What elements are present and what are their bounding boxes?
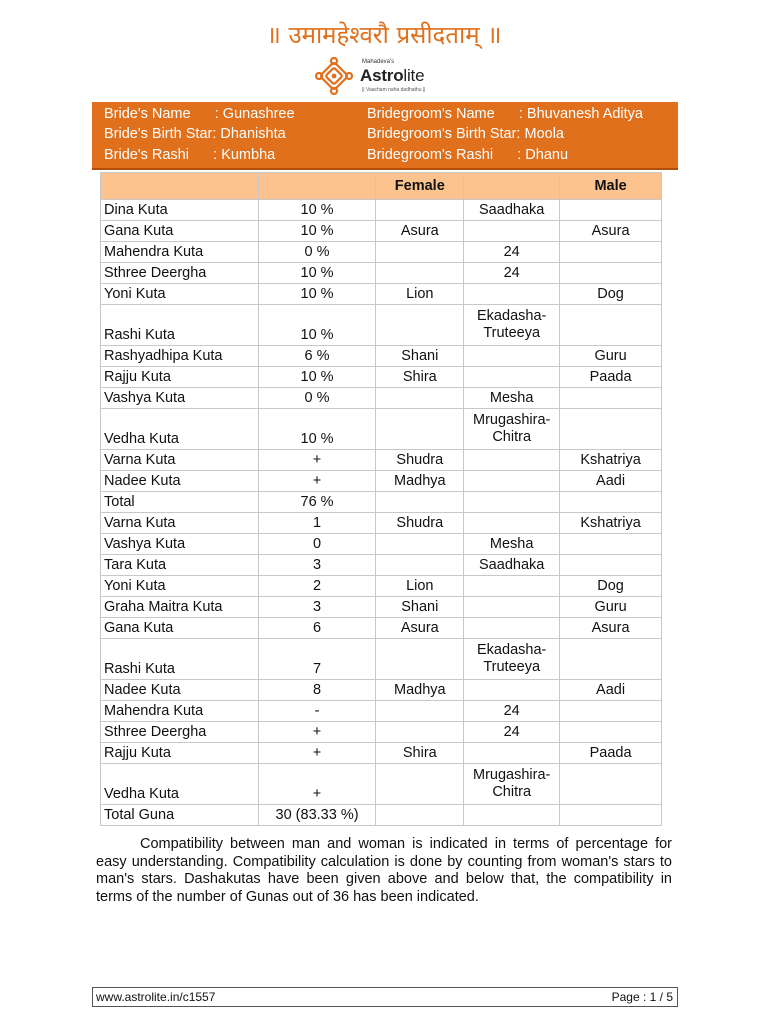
common-cell: Saadhaka	[464, 555, 560, 576]
kuta-value-cell: 7	[258, 639, 376, 680]
footer-url: www.astrolite.in/c1557	[96, 990, 216, 1004]
female-cell	[376, 200, 464, 221]
kuta-name-cell: Varna Kuta	[101, 450, 259, 471]
kuta-name-cell: Rashyadhipa Kuta	[101, 346, 259, 367]
table-row	[101, 492, 662, 513]
female-cell	[376, 722, 464, 743]
table-row	[101, 639, 662, 680]
invocation-header: ॥ उमामहेश्वरौ प्रसीदताम् ॥	[266, 21, 502, 49]
table-row	[101, 242, 662, 263]
table-row	[101, 346, 662, 367]
female-cell	[376, 805, 464, 826]
kuta-name-cell: Vashya Kuta	[101, 388, 259, 409]
male-cell	[560, 388, 662, 409]
male-cell	[560, 555, 662, 576]
kuta-name-cell: Vashya Kuta	[101, 534, 259, 555]
kuta-value-cell: 10 %	[258, 263, 376, 284]
page-footer	[92, 987, 678, 1007]
female-cell: Lion	[376, 576, 464, 597]
male-cell	[560, 722, 662, 743]
male-cell	[560, 805, 662, 826]
common-cell	[464, 639, 560, 680]
table-row	[101, 764, 662, 805]
male-cell	[560, 534, 662, 555]
male-cell	[560, 242, 662, 263]
male-cell	[560, 200, 662, 221]
female-cell	[376, 388, 464, 409]
table-row	[101, 263, 662, 284]
female-cell	[376, 492, 464, 513]
table-row	[101, 284, 662, 305]
common-cell-line-1: Mrugashira-	[473, 767, 551, 783]
knot-logo-icon	[314, 56, 354, 96]
table-row	[101, 805, 662, 826]
kuta-name-cell: Mahendra Kuta	[101, 701, 259, 722]
kuta-name-cell: Total	[101, 492, 259, 513]
common-cell-line-2: Truteeya	[483, 325, 541, 341]
kuta-name-cell: Rashi Kuta	[101, 305, 259, 346]
table-row	[101, 618, 662, 639]
common-cell	[464, 284, 560, 305]
kuta-name-cell: Gana Kuta	[101, 618, 259, 639]
kuta-value-cell: 0	[258, 534, 376, 555]
table-row	[101, 450, 662, 471]
kuta-name-cell: Graha Maitra Kuta	[101, 597, 259, 618]
table-row	[101, 597, 662, 618]
table-header-row	[101, 173, 662, 200]
header-empty-kuta	[101, 173, 259, 200]
common-cell	[464, 409, 560, 450]
female-cell: Shani	[376, 346, 464, 367]
brand-logo	[314, 56, 454, 96]
table-row	[101, 305, 662, 346]
kuta-name-cell: Mahendra Kuta	[101, 242, 259, 263]
female-cell	[376, 701, 464, 722]
kuta-name-cell: Sthree Deergha	[101, 263, 259, 284]
bride-rashi: Bride's Rashi : Kumbha	[104, 147, 276, 163]
common-cell	[464, 513, 560, 534]
logo-tagline: Mahadeva's	[362, 59, 395, 65]
female-cell: Madhya	[376, 471, 464, 492]
kuta-name-cell: Nadee Kuta	[101, 471, 259, 492]
female-cell: Asura	[376, 221, 464, 242]
kuta-name-cell: Total Guna	[101, 805, 259, 826]
common-cell-line-1: Ekadasha-	[477, 642, 547, 658]
common-cell	[464, 680, 560, 701]
common-cell	[464, 764, 560, 805]
kuta-value-cell: 10 %	[258, 409, 376, 450]
table-row	[101, 471, 662, 492]
common-cell: 24	[464, 242, 560, 263]
kuta-value-cell: 6 %	[258, 346, 376, 367]
kuta-name-cell: Yoni Kuta	[101, 284, 259, 305]
kuta-value-cell: 2	[258, 576, 376, 597]
common-cell-line-2: Chitra	[492, 429, 532, 445]
table-row	[101, 388, 662, 409]
kuta-name-cell: Rajju Kuta	[101, 743, 259, 764]
table-row	[101, 221, 662, 242]
header-female: Female	[376, 173, 464, 200]
table-row	[101, 367, 662, 388]
kuta-value-cell: 30 (83.33 %)	[258, 805, 376, 826]
kuta-value-cell: 1	[258, 513, 376, 534]
kuta-value-cell: 10 %	[258, 200, 376, 221]
female-cell	[376, 639, 464, 680]
table-row	[101, 680, 662, 701]
kuta-name-cell: Vedha Kuta	[101, 764, 259, 805]
kuta-name-cell: Dina Kuta	[101, 200, 259, 221]
male-cell: Asura	[560, 221, 662, 242]
header-empty-common	[464, 173, 560, 200]
male-cell: Aadi	[560, 471, 662, 492]
male-cell: Guru	[560, 597, 662, 618]
male-cell	[560, 409, 662, 450]
table-row	[101, 513, 662, 534]
kuta-value-cell: 3	[258, 597, 376, 618]
male-cell: Aadi	[560, 680, 662, 701]
table-row	[101, 555, 662, 576]
common-cell	[464, 471, 560, 492]
common-cell-line-1: Ekadasha-	[477, 308, 547, 324]
male-cell: Paada	[560, 367, 662, 388]
male-cell: Guru	[560, 346, 662, 367]
male-cell: Kshatriya	[560, 513, 662, 534]
table-row	[101, 409, 662, 450]
female-cell	[376, 409, 464, 450]
female-cell: Shudra	[376, 450, 464, 471]
table-row	[101, 534, 662, 555]
groom-name: Bridegroom's Name : Bhuvanesh Aditya	[367, 106, 643, 122]
common-cell: 24	[464, 701, 560, 722]
header-empty-value	[258, 173, 376, 200]
logo-word-light: lite	[403, 66, 425, 85]
common-cell: 24	[464, 722, 560, 743]
common-cell	[464, 450, 560, 471]
male-cell	[560, 305, 662, 346]
table-row	[101, 200, 662, 221]
kuta-value-cell: +	[258, 450, 376, 471]
page-number: Page : 1 / 5	[611, 990, 673, 1004]
female-cell	[376, 242, 464, 263]
kuta-value-cell: 10 %	[258, 284, 376, 305]
kuta-value-cell: 10 %	[258, 305, 376, 346]
common-cell: 24	[464, 263, 560, 284]
female-cell	[376, 764, 464, 805]
male-cell	[560, 263, 662, 284]
female-cell: Lion	[376, 284, 464, 305]
kuta-name-cell: Tara Kuta	[101, 555, 259, 576]
kuta-table-body	[101, 200, 662, 826]
kuta-value-cell: 10 %	[258, 367, 376, 388]
male-cell	[560, 492, 662, 513]
compatibility-explanation: Compatibility between man and woman is indicated in terms of percentage for easy understanding. Compatibility calculation is done by counting from woman's stars to man's stars. Dashakutas have been given above and below that, the compatibility in terms of the number of Gunas out of 36 has been indicated.	[96, 836, 672, 905]
common-cell	[464, 805, 560, 826]
kuta-name-cell: Varna Kuta	[101, 513, 259, 534]
common-cell: Saadhaka	[464, 200, 560, 221]
female-cell: Shira	[376, 743, 464, 764]
kuta-value-cell: 6	[258, 618, 376, 639]
common-cell	[464, 492, 560, 513]
table-row	[101, 722, 662, 743]
kuta-value-cell: 76 %	[258, 492, 376, 513]
groom-rashi: Bridegroom's Rashi : Dhanu	[367, 147, 569, 163]
kuta-value-cell: +	[258, 743, 376, 764]
bride-birth-star: Bride's Birth Star: Dhanishta	[104, 126, 286, 142]
common-cell	[464, 305, 560, 346]
bride-name: Bride's Name : Gunashree	[104, 106, 295, 122]
male-cell: Dog	[560, 284, 662, 305]
male-cell	[560, 639, 662, 680]
table-row	[101, 701, 662, 722]
common-cell	[464, 221, 560, 242]
male-cell	[560, 701, 662, 722]
kuta-name-cell: Gana Kuta	[101, 221, 259, 242]
groom-birth-star: Bridegroom's Birth Star: Moola	[367, 126, 564, 142]
kuta-value-cell: +	[258, 722, 376, 743]
couple-info-box	[92, 102, 678, 170]
kuta-name-cell: Nadee Kuta	[101, 680, 259, 701]
female-cell: Shudra	[376, 513, 464, 534]
common-cell	[464, 743, 560, 764]
male-cell: Asura	[560, 618, 662, 639]
kuta-value-cell: 10 %	[258, 221, 376, 242]
female-cell	[376, 263, 464, 284]
common-cell	[464, 367, 560, 388]
kuta-value-cell: +	[258, 471, 376, 492]
common-cell-line-2: Chitra	[492, 784, 532, 800]
logo-wordmark	[360, 66, 424, 86]
common-cell	[464, 576, 560, 597]
male-cell: Paada	[560, 743, 662, 764]
kuta-name-cell: Sthree Deergha	[101, 722, 259, 743]
logo-subtitle: || Vaacham naha dadhathu ||	[362, 87, 426, 93]
common-cell-line-1: Mrugashira-	[473, 412, 551, 428]
logo-word-bold: Astro	[360, 66, 404, 85]
common-cell: Mesha	[464, 388, 560, 409]
kuta-name-cell: Rajju Kuta	[101, 367, 259, 388]
kuta-name-cell: Yoni Kuta	[101, 576, 259, 597]
kuta-name-cell: Rashi Kuta	[101, 639, 259, 680]
female-cell: Shira	[376, 367, 464, 388]
kuta-compatibility-table	[100, 172, 662, 826]
header-male: Male	[560, 173, 662, 200]
male-cell	[560, 764, 662, 805]
female-cell: Madhya	[376, 680, 464, 701]
common-cell-line-2: Truteeya	[483, 659, 541, 675]
table-row	[101, 576, 662, 597]
common-cell	[464, 597, 560, 618]
kuta-value-cell: 0 %	[258, 388, 376, 409]
common-cell	[464, 346, 560, 367]
common-cell: Mesha	[464, 534, 560, 555]
kuta-value-cell: -	[258, 701, 376, 722]
male-cell: Kshatriya	[560, 450, 662, 471]
female-cell	[376, 305, 464, 346]
female-cell	[376, 534, 464, 555]
male-cell: Dog	[560, 576, 662, 597]
kuta-value-cell: 0 %	[258, 242, 376, 263]
kuta-name-cell: Vedha Kuta	[101, 409, 259, 450]
kuta-value-cell: +	[258, 764, 376, 805]
table-row	[101, 743, 662, 764]
kuta-value-cell: 8	[258, 680, 376, 701]
common-cell	[464, 618, 560, 639]
female-cell	[376, 555, 464, 576]
female-cell: Shani	[376, 597, 464, 618]
kuta-value-cell: 3	[258, 555, 376, 576]
female-cell: Asura	[376, 618, 464, 639]
